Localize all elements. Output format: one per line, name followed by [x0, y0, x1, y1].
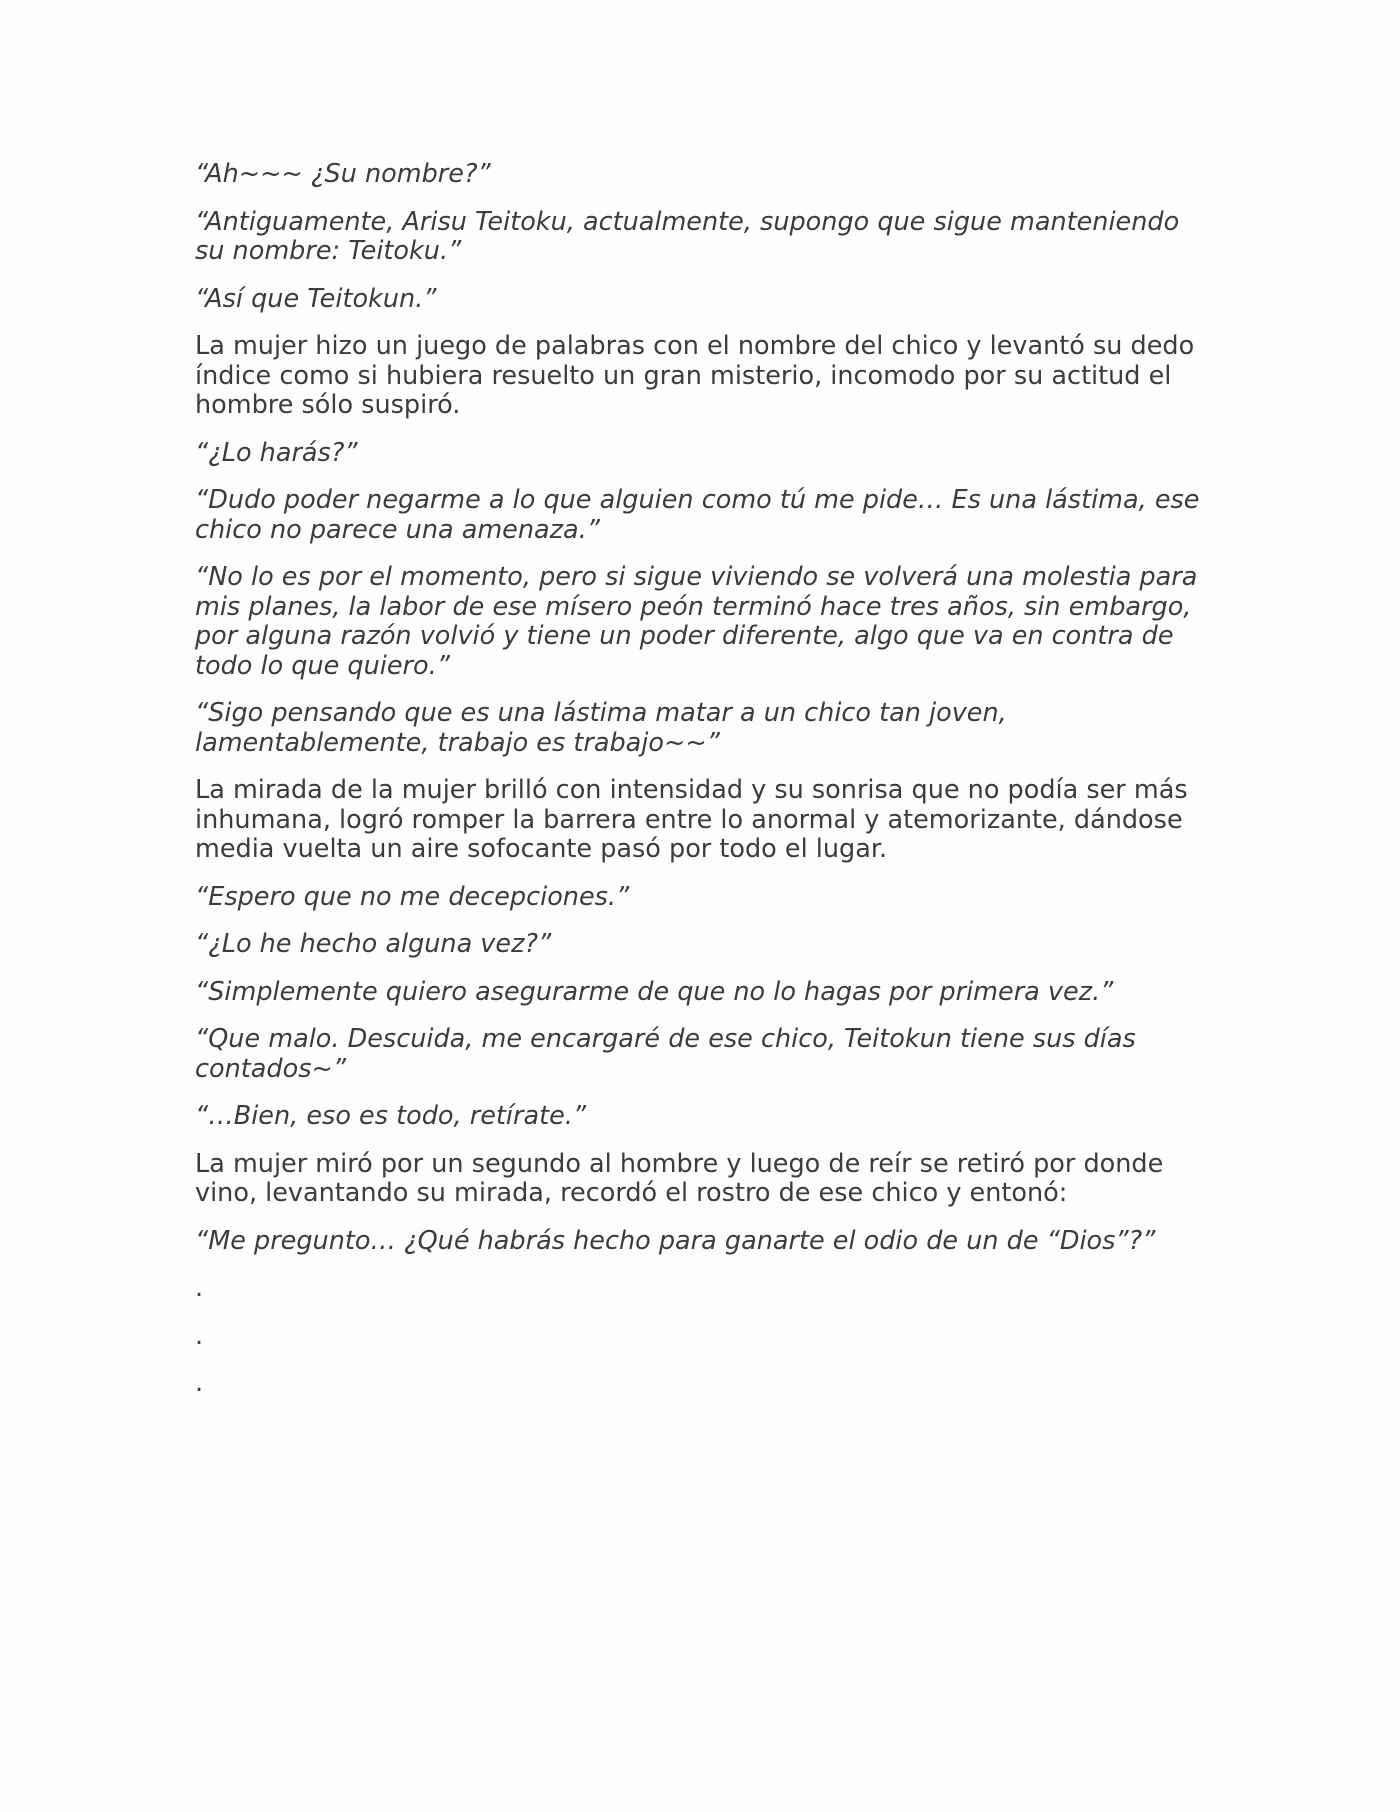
scene-break-dot: . — [195, 1320, 204, 1351]
document-body — [195, 160, 1205, 1417]
dialogue-paragraph: “¿Lo he hecho alguna vez?” — [195, 929, 552, 959]
dialogue-paragraph: “Dudo poder negarme a lo que alguien como tú me pide… Es una lástima, ese chico no parece una amenaza.” — [195, 485, 1200, 545]
dialogue-paragraph: “Simplemente quiero asegurarme de que no lo hagas por primera vez.” — [195, 976, 1114, 1007]
dialogue-paragraph: “¿Lo harás?” — [195, 437, 358, 468]
dialogue-paragraph: “No lo es por el momento, pero si sigue viviendo se volverá una molestia para mis planes, la labor de ese mísero peón terminó hace tres años, sin embargo, por alguna razón volvió y tiene un poder diferente, algo que va en contra de todo lo que quiero.” — [195, 562, 1198, 681]
dialogue-paragraph: “Espero que no me decepciones.” — [195, 881, 630, 912]
dialogue-paragraph: “Que malo. Descuida, me encargaré de ese chico, Teitokun tiene sus días contados~” — [195, 1024, 1136, 1084]
dialogue-paragraph: “Ah~~~ ¿Su nombre?” — [195, 159, 491, 189]
dialogue-paragraph: “Sigo pensando que es una lástima matar a un chico tan joven, lamentablemente, trabajo es trabajo~~” — [195, 698, 1007, 758]
dialogue-paragraph: “Así que Teitokun.” — [195, 283, 437, 314]
dialogue-paragraph: “Antiguamente, Arisu Teitoku, actualmente, supongo que sigue manteniendo su nombre: Teitoku.” — [195, 206, 1180, 266]
dialogue-paragraph: “…Bien, eso es todo, retírate.” — [195, 1101, 587, 1131]
narration-paragraph: La mujer miró por un segundo al hombre y luego de reír se retiró por donde vino, levantando su mirada, recordó el rostro de ese chico y entonó: — [195, 1148, 1164, 1208]
scene-break-dot: . — [195, 1368, 204, 1398]
narration-paragraph: La mujer hizo un juego de palabras con el nombre del chico y levantó su dedo índice como si hubiera resuelto un gran misterio, incomodo por su actitud el hombre sólo suspiró. — [195, 331, 1195, 420]
dialogue-paragraph: “Me pregunto… ¿Qué habrás hecho para ganarte el odio de un de “Dios”?” — [195, 1225, 1156, 1256]
narration-paragraph: La mirada de la mujer brilló con intensidad y su sonrisa que no podía ser más inhumana, logró romper la barrera entre lo anormal y atemorizante, dándose media vuelta un aire sofocante pasó por todo el lugar. — [195, 775, 1188, 864]
scene-break-dot: . — [195, 1273, 204, 1303]
